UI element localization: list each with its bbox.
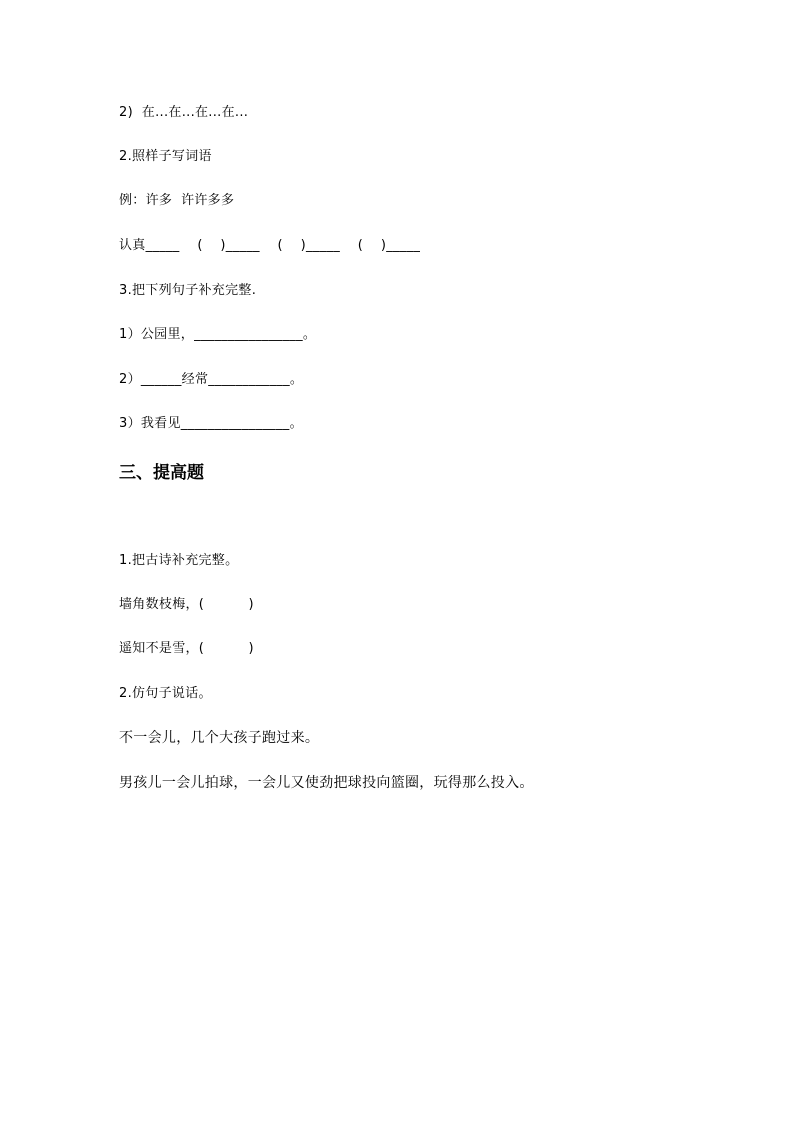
exercise-2-pattern: 2) 在...在...在...在... [119, 105, 249, 120]
section-heading: 三、提高题 [119, 463, 204, 483]
word-blanks-line: 认真_____ ( )_____ ( )_____ ( )_____ [119, 238, 421, 253]
example-sentence-2: 男孩儿一会儿拍球，一会儿又使劲把球投向篮圈，玩得那么投入。 [119, 775, 534, 791]
sentence-2-blank: 2）______经常____________。 [119, 372, 304, 387]
question-2-title: 2.照样子写词语 [119, 149, 212, 164]
sentence-1-blank: 1）公园里，________________。 [119, 327, 317, 342]
poem-question-title: 1.把古诗补充完整。 [119, 553, 239, 568]
example-sentence-1: 不一会儿，几个大孩子跑过来。 [119, 730, 320, 746]
example-line: 例：许多 许许多多 [119, 193, 235, 208]
sentence-3-blank: 3）我看见________________。 [119, 416, 303, 431]
poem-line-1: 墙角数枝梅，( ) [119, 597, 254, 612]
question-3-title: 3.把下列句子补充完整. [119, 283, 257, 298]
poem-line-2: 遥知不是雪，( ) [119, 641, 254, 656]
imitate-question-title: 2.仿句子说话。 [119, 686, 212, 701]
